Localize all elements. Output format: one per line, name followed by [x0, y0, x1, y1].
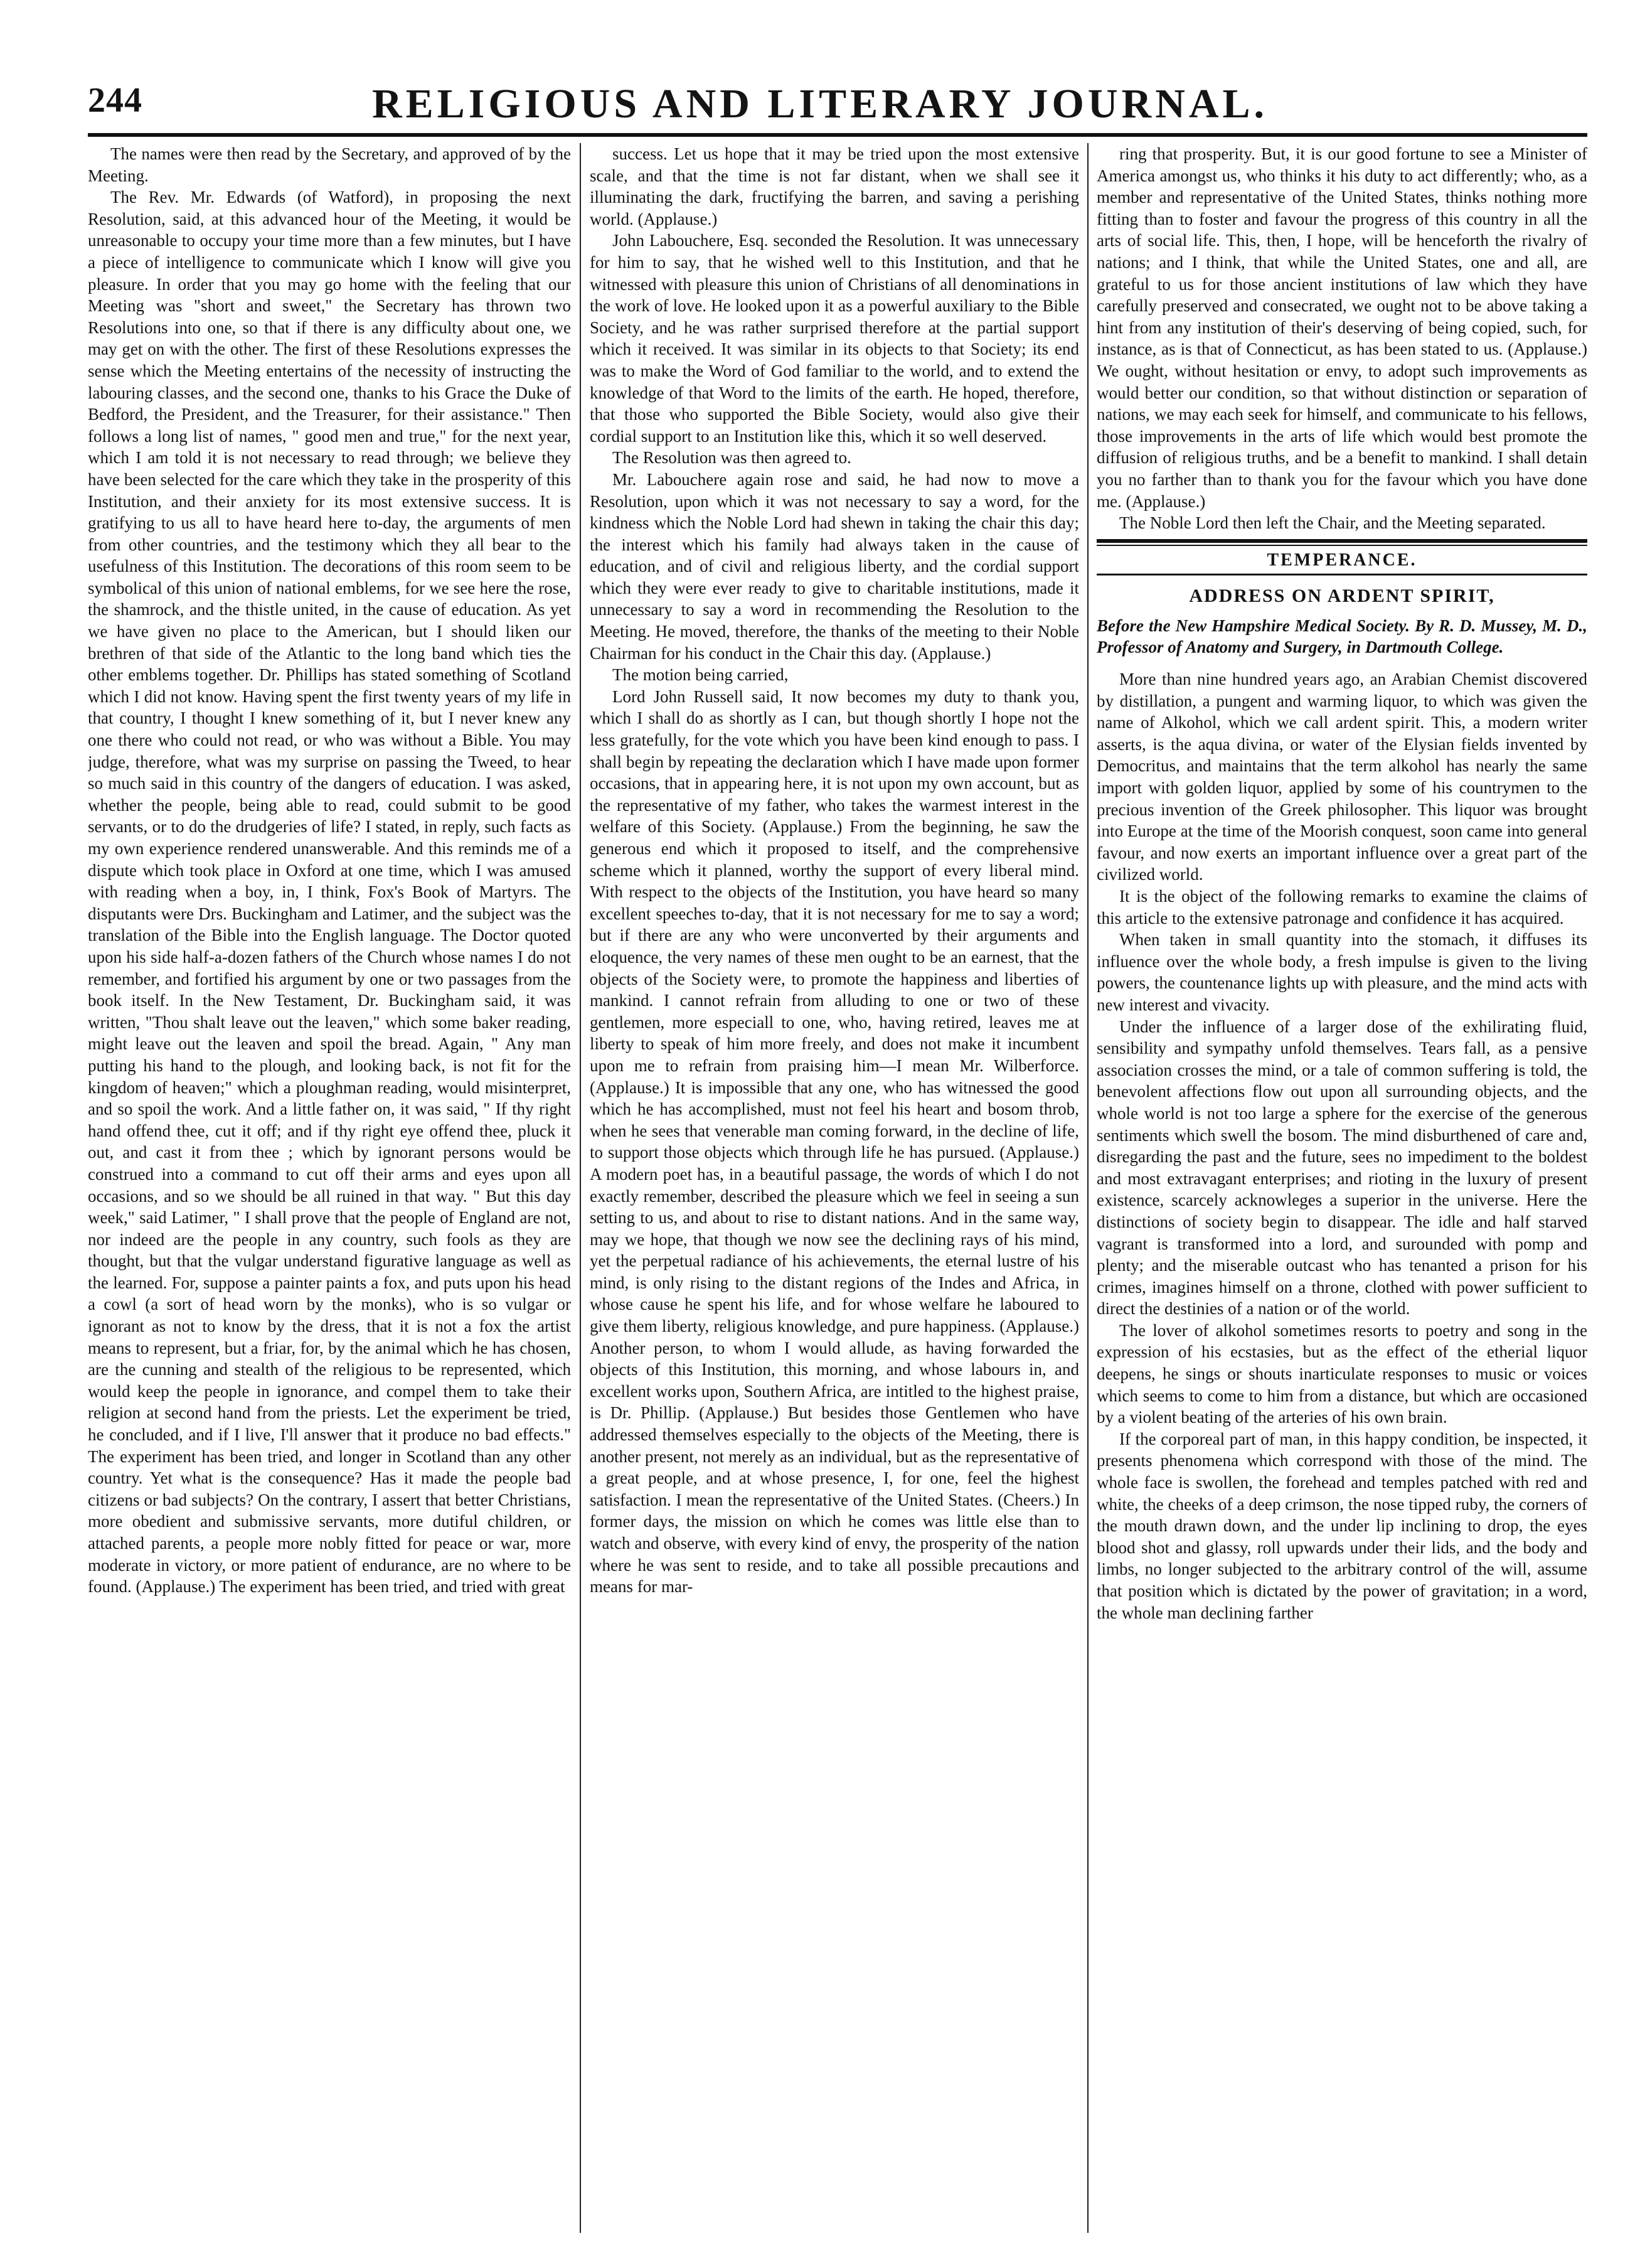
paragraph: If the corporeal part of man, in this happy condition, be inspected, it presents phenomena which correspond with those of the mind. The whole face is swollen, the forehead and temples patched with red and white, the cheeks of a deep crimson, the nose tipped ruby, the corners of the mouth drawn down, and the under lip inclining to drop, the eyes blood shot and glassy, roll upwards under their lids, and the body and limbs, no longer subjected to the arbitrary control of the will, assume that position which is dictated by the power of gravitation; in a word, the whole man declining farther — [1097, 1429, 1587, 1622]
paragraph: It is the object of the following remarks to examine the claims of this article to the extensive patronage and confidence it has acquired. — [1097, 887, 1587, 928]
paragraph: Mr. Labouchere again rose and said, he had now to move a Resolution, upon which it was not necessary to say a word, for the kindness which the Noble Lord had shewn in taking the chair this day; the interest which his family had always taken in the cause of education, and of civil and religious liberty, and the cordial support which they were ever ready to give to charitable institutions, made it unnecessary to say a word in recommending the Resolution to the Meeting. He moved, therefore, the thanks of the meeting to their Noble Chairman for his conduct in the Chair this day. (Applause.) — [590, 469, 1079, 663]
paragraph: John Labouchere, Esq. seconded the Resolution. It was unnecessary for him to say, that he wished well to this Institution, and that he witnessed with pleasure this union of Christians of all denominations in the work of love. He looked upon it as a powerful auxiliary to the Bible Society, and he was rather surprised therefore at the partial support which it received. It was similar in its objects to that Society; its end was to make the Word of God familiar to the world, and to extend the knowledge of that Word to the limits of the earth. He hoped, therefore, that those who supported the Bible Society, would also give their cordial support to an Institution like this, which it so well deserved. — [590, 231, 1079, 446]
section-rule — [1097, 539, 1587, 543]
column-1 — [88, 143, 571, 2233]
article-body — [1097, 668, 1587, 1623]
paragraph: success. Let us hope that it may be tried upon the most extensive scale, and that the time is not far distant, when we shall see it illuminating the dark, fructifying the barren, and saving a perishing world. (Applause.) — [590, 144, 1079, 228]
header-rule — [88, 133, 1587, 137]
journal-title: RELIGIOUS AND LITERARY JOURNAL. — [371, 81, 1269, 127]
column-3 — [1097, 143, 1587, 2233]
paragraph: The names were then read by the Secretary, and approved of by the Meeting. — [88, 144, 571, 185]
paragraph: The lover of alkohol sometimes resorts to poetry and song in the expression of his ecstasies, but as the effect of the etherial liquor deepens, he sings or shouts inarticulate responses to music or voices which seems to come to him from a distance, but which are occasioned by a violent beating of the arteries of his own brain. — [1097, 1320, 1587, 1427]
article-byline: Before the New Hampshire Medical Society. By R. D. Mussey, M. D., Professor of Anatomy and Surgery, in Dartmouth College. — [1097, 616, 1587, 657]
paragraph: Lord John Russell said, It now becomes my duty to thank you, which I shall do as shortly as I can, but though shortly I hope not the less gratefully, for the vote which you have been kind enough to pass. I shall begin by repeating the declaration which I have made upon former occasions, that in appearing here, it is not upon my own account, but as the representative of my father, who takes the warmest interest in the welfare of this Society. (Applause.) From the beginning, he saw the generous end which it proposed to itself, and the comprehensive scheme which it planned, worthy the support of every liberal mind. With respect to the objects of the Institution, you have heard so many excellent speeches to-day, that it is not necessary for me to say a word; but if there are any who were unconverted by their arguments and eloquence, the very names of these men ought to be an earnest, that the objects of the Society were, to promote the happiness and liberties of mankind. I cannot refrain from alluding to one or two of these gentlemen, more especiall to one, who, having retired, leaves me at liberty to speak of him more freely, and does not make it incumbent upon me to refrain from praising him—I mean Mr. Wilberforce. (Applause.) It is impossible that any one, who has witnessed the good which he has accomplished, must not feel his heart and bosom throb, when he sees that venerable man coming forward, in the decline of life, to support those objects which through life he has pursued. (Applause.) A modern poet has, in a beautiful passage, the words of which I do not exactly remember, described the pleasure which we feel in seeing a sun setting to us, and about to rise to distant nations. And in the same way, may we hope, that though we now see the declining rays of his mind, yet the perpetual radiance of his achievements, the eternal lustre of his mind, is only rising to the distant regions of the Indes and Africa, in whose cause he spent his life, and for whose welfare he laboured to give them liberty, religious knowledge, and pure happiness. (Applause.) Another person, to whom I would allude, as having forwarded the objects of this Institution, this morning, and whose labours in, and excellent works upon, Southern Africa, are intitled to the highest praise, is Dr. Phillip. (Applause.) But besides those Gentlemen who have addressed themselves especially to the objects of the Meeting, there is another present, not merely as an individual, but as the representative of a great people, and at whose presence, I, for one, feel the highest satisfaction. I mean the representative of the United States. (Cheers.) In former days, the mission on which he comes was little else than to watch and observe, with every kind of envy, the prosperity of the nation where he was sent to reside, and to take all possible precautions and means for mar- — [590, 687, 1079, 1597]
paragraph: When taken in small quantity into the stomach, it diffuses its influence over the whole body, a fresh impulse is given to the living powers, the countenance lights up with pleasure, and the mind acts with new interest and vivacity. — [1097, 930, 1587, 1014]
paragraph: More than nine hundred years ago, an Arabian Chemist discovered by distillation, a pungent and warming liquor, to which was given the name of Alkohol, which we call ardent spirit. This, a modern writer asserts, is the aqua divina, or water of the Elysian fields invented by Democritus, and maintains that the term alkohol has nearly the same import with golden liquor, applied by some of his countrymen to the precious invention of the Greek philosopher. This liquor was brought into Europe at the time of the Moorish conquest, soon came into general favour, and now exerts an important influence over a great part of the civilized world. — [1097, 670, 1587, 884]
paragraph: Under the influence of a larger dose of the exhilirating fluid, sensibility and sympathy unfold themselves. Tears fall, as a pensive association crosses the mind, or a tale of common suffering is told, the benevolent affections flow out upon all surrounding objects, and the whole world is not too large a sphere for the exercise of the generous sentiments which swell the bosom. The mind disburthened of care and, disregarding the past and the future, sees no impediment to the boldest and most extravagant enterprises; and rioting in the luxury of present existence, scarcely acknowleges a superior in the universe. Here the distinctions of society begin to disappear. The idle and half starved vagrant is transformed into a lord, and surounded with pomp and plenty; and the miserable outcast who has tenanted a prison for his crimes, imagines himself on a throne, clothed with power sufficient to direct the destinies of a nation or of the world. — [1097, 1017, 1587, 1319]
section-heading: TEMPERANCE. — [1267, 550, 1417, 570]
paragraph: The motion being carried, — [612, 665, 789, 685]
paragraph: The Resolution was then agreed to. — [612, 448, 851, 468]
paragraph: ring that prosperity. But, it is our good fortune to see a Minister of America amongst us, who thinks it his duty to act differently; who, as a member and representative of the United States, thinks nothing more fitting than to foster and favour the progress of this country in all the arts of social life. This, then, I hope, will be henceforth the rivalry of nations; and I think, that while the United States, one and all, are grateful to us for those ancient institutions of law which they have carefully preserved and consecrated, we ought not to be above taking a hint from any institution of their's deserving of being copied, such, for instance, as is that of Connecticut, as has been stated to us. (Applause.) We ought, without hesitation or envy, to adopt such improvements as would better our condition, so that without distinction or separation of nations, we may each seek for himself, and communicate to his fellows, those improvements in the arts of life which would best promote the diffusion of religious truths, and be a benefit to mankind. I shall detain you no farther than to thank you for the favour which you have done me. (Applause.) — [1097, 144, 1587, 511]
column-2 — [590, 143, 1079, 2233]
article-title: ADDRESS ON ARDENT SPIRIT, — [1189, 586, 1495, 607]
column-divider — [1087, 143, 1089, 2233]
section-rule — [1097, 545, 1587, 546]
paragraph: The Rev. Mr. Edwards (of Watford), in proposing the next Resolution, said, at this advanced hour of the Meeting, it would be unreasonable to occupy your time more than a few minutes, but I have a piece of intelligence to communicate which I know will give you pleasure. In order that you may go home with the feeling that our Meeting was "short and sweet," the Secretary has thrown two Resolutions into one, so that if there is any difficulty about one, we may get on with the other. The first of these Resolutions expresses the sense which the Meeting entertains of the necessity of instructing the labouring classes, and the second one, thanks to his Grace the Duke of Bedford, the President, and the Treasurer, for their assistance." Then follows a long list of names, " good men and true," for the next year, which I am told it is not necessary to read through; we believe they have been selected for the care which they take in the prosperity of this Institution, and their anxiety for its most extensive success. It is gratifying to us all to have heard here to-day, the arguments of men from other countries, and the testimony which they all bear to the usefulness of this Institution. The decorations of this room seem to be symbolical of this union of national emblems, for we see here the rose, the shamrock, and the thistle united, in the cause of education. As yet we have given no place to the American, but I should liken our brethren of that side of the Atlantic to the long band which ties the other emblems together. Dr. Phillips has stated something of Scotland which I did not know. Having spent the first twenty years of my life in that country, I thought I knew something of it, but I never knew any one there who could not read, or who was without a Bible. You may judge, therefore, what was my surprise on passing the Tweed, to hear so much said in this country of the dangers of education. I was asked, whether the people, being able to read, could submit to be good servants, or to do the drudgeries of life? I stated, in reply, such facts as my own experience rendered unanswerable. And this reminds me of a dispute which took place in Oxford at one time, which I was amused with reading when a boy, in, I think, Fox's Book of Martyrs. The disputants were Drs. Buckingham and Latimer, and the subject was the translation of the Bible into the English language. The Doctor quoted upon his side half-a-dozen fathers of the Church whose names I do not remember, and fortified his argument by one or two passages from the book itself. In the New Testament, Dr. Buckingham said, it was written, "Thou shalt leave out the leaven," which some baker reading, might leave out the leaven and spoil the bread. Again, " Any man putting his hand to the plough, and looking back, is not fit for the kingdom of heaven;" which a ploughman reading, would misinterpret, and so spoil the work. And a little father on, it was said, " If thy right hand offend thee, cut it off; and if thy right eye offend thee, pluck it out, and cast it from thee ; which by ignorant persons would be construed into a command to cut off their arms and eyes upon all occasions, and so we should be all ruined in that way. " But this day week," said Latimer, " I shall prove that the people of England are not, nor indeed are the people in any country, such fools as they are thought, but that the vulgar understand figurative language as well as the learned. For, suppose a painter paints a fox, and puts upon his head a cowl (a sort of head worn by the monks), who is so vulgar or ignorant as not to know by the dress, that it is not a fox the artist means to represent, but a friar, for, by the animal which he has chosen, are the cunning and stealth of the religious to be represented, which would keep the people in ignorance, and compel them to take their religion at second hand from the priests. Let the experiment be tried, he concluded, and if I live, I'll answer that it produce no bad effects." The experiment has been tried, and longer in Scotland than any other country. Yet what is the consequence? Has it made the people bad citizens or bad subjects? On the contrary, I assert that better Christians, more obedient and submissive servants, more dutiful children, or attached parents, a people more nobly fitted for peace or war, more moderate in victory, or more patient of endurance, are no where to be found. (Applause.) The experiment has been tried, and tried with great — [88, 188, 571, 1597]
page-number: 244 — [88, 81, 142, 120]
column-divider — [580, 143, 581, 2233]
paragraph: The Noble Lord then left the Chair, and the Meeting separated. — [1119, 513, 1546, 533]
section-rule — [1097, 574, 1587, 575]
